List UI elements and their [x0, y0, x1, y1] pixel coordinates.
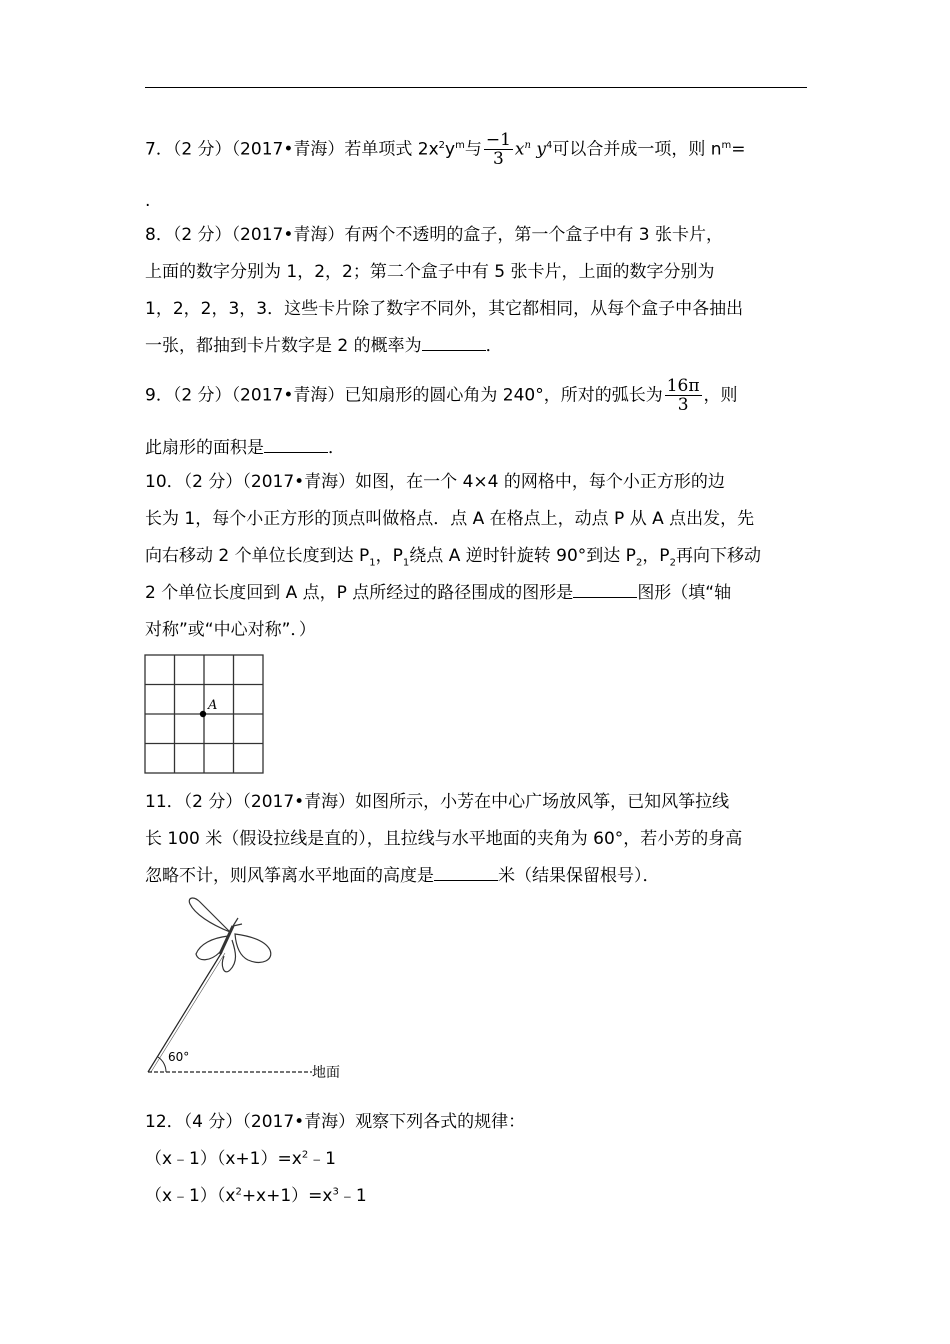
answer-blank — [422, 330, 486, 351]
fraction: $\frac{16\pi}{3}$ — [666, 376, 700, 415]
question-score: （2 分） — [172, 139, 232, 160]
angle-label: 60° — [168, 1050, 190, 1064]
kite-figure — [140, 896, 360, 1086]
question-10: 10．（2 分）（2017•青海）如图，在一个 4×4 的网格中，每个小正方形的边 长为 1，每个小正方形的顶点叫做格点．点 A 在格点上，动点 P 从 A 点出发，先 向右移动 2 个单位长度到达 $P_1$，$P_1$绕点 A 逆时针旋转 90°到达 $P_2$，$P_2$再向下移动 2 个单位长度回到 A 点，P 点所经过的路径围成的图形是 图形（填“轴 对称”或“中心对称”．） — [145, 472, 761, 640]
point-a-label: A — [208, 698, 218, 713]
question-12: 12．（4 分）（2017•青海）观察下列各式的规律： — [145, 1112, 526, 1132]
answer-blank — [264, 432, 328, 453]
fraction: $\frac{-1}{3}$ — [485, 130, 511, 169]
butterfly-kite-icon — [189, 898, 270, 972]
question-8: 8．（2 分）（2017•青海）有两个不透明的盒子，第一个盒子中有 3 张卡片， 上面的数字分别为 1，2，2；第二个盒子中有 5 张卡片，上面的数字分别为 1，2，2，3，3．这些卡片除了数字不同外，其它都相同，从每个盒子中各抽出 一张，都抽到卡片数字是 2 的概率为 ． — [145, 225, 744, 356]
equation-1: $(x﹣1)(x+1)=x^2﹣1$ — [145, 1149, 337, 1169]
question-7-end: . — [145, 191, 151, 211]
point-a — [200, 711, 206, 717]
equation-2: $(x﹣1)(x^2+x+1)=x^3﹣1$ — [145, 1186, 367, 1206]
question-9: 9．（2 分）（2017•青海）已知扇形的圆心角为 240°，所对的弧长为 $\frac{16\pi}{3}$ ，则 — [145, 376, 738, 415]
question-number: 7． — [145, 139, 173, 160]
question-7: 7．（2 分）（2017•青海）若单项式 $2x^2y^m$与 $\frac{-1}{3}$ $x^n$ $y^4$可以合并成一项，则 $n^m=$ — [145, 130, 746, 169]
answer-blank — [434, 860, 498, 881]
header-rule — [145, 87, 807, 88]
question-9-line2: 此扇形的面积是 ． — [145, 430, 810, 467]
grid-figure — [144, 654, 266, 776]
question-11: 11．（2 分）（2017•青海）如图所示，小芳在中心广场放风筝，已知风筝拉线 长 100 米（假设拉线是直的），且拉线与水平地面的夹角为 60°，若小芳的身高 忽略不计，则风筝离水平地面的高度是 米（结果保留根号）． — [145, 792, 743, 886]
question-source: （2017•青海） — [231, 139, 345, 160]
answer-blank — [573, 577, 637, 598]
ground-label: 地面 — [312, 1065, 340, 1081]
